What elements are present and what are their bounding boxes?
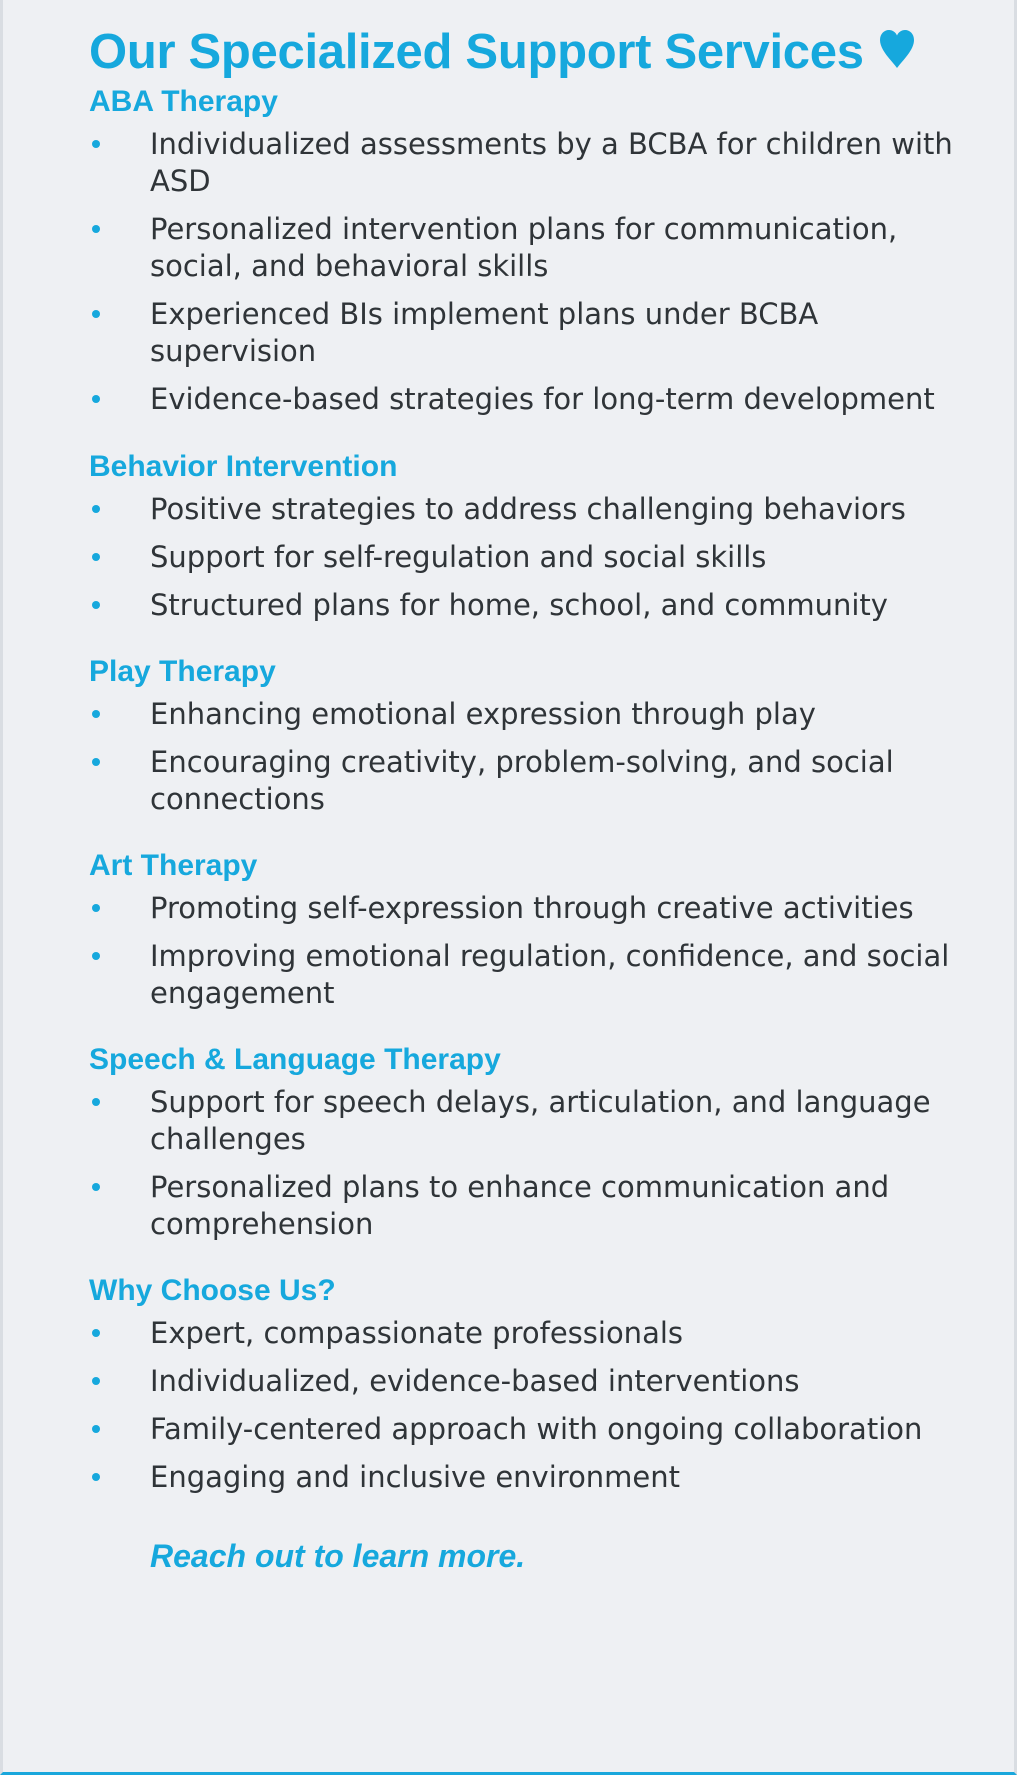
list-item: Engaging and inclusive environment — [89, 1459, 969, 1496]
list-item: Improving emotional regulation, confidence, and social engagement — [89, 938, 969, 1012]
section-aba-therapy — [89, 82, 969, 418]
list-item: Personalized intervention plans for communication, social, and behavioral skills — [89, 211, 969, 285]
section-play-therapy — [89, 652, 969, 818]
call-to-action: Reach out to learn more. — [150, 1538, 526, 1574]
bullet-list — [89, 1084, 969, 1243]
list-item: Personalized plans to enhance communication and comprehension — [89, 1169, 969, 1243]
section-heading: Art Therapy — [89, 849, 258, 882]
section-why-choose-us — [89, 1271, 969, 1496]
section-behavior-intervention — [89, 447, 969, 624]
list-item: Encouraging creativity, problem-solving, and social connections — [89, 744, 969, 818]
section-heading: Speech & Language Therapy — [89, 1043, 501, 1076]
section-heading: Behavior Intervention — [89, 450, 398, 483]
section-heading: Play Therapy — [89, 655, 276, 688]
list-item: Support for speech delays, articulation, and language challenges — [89, 1084, 969, 1158]
list-item: Promoting self-expression through creative activities — [89, 890, 969, 927]
list-item: Family-centered approach with ongoing collaboration — [89, 1411, 969, 1448]
bullet-list — [89, 890, 969, 1012]
bullet-list — [89, 696, 969, 818]
section-heading: ABA Therapy — [89, 85, 278, 118]
bullet-list — [89, 491, 969, 624]
list-item: Experienced BIs implement plans under BCBA supervision — [89, 296, 969, 370]
list-item: Expert, compassionate professionals — [89, 1315, 969, 1352]
list-item: Evidence-based strategies for long-term development — [89, 381, 969, 418]
section-art-therapy — [89, 846, 969, 1012]
bullet-list — [89, 1315, 969, 1496]
list-item: Enhancing emotional expression through play — [89, 696, 969, 733]
bullet-list — [89, 126, 969, 418]
heart-icon — [876, 28, 918, 70]
page-title-text: Our Specialized Support Services — [89, 25, 864, 79]
list-item: Individualized, evidence-based interventions — [89, 1363, 969, 1400]
page-title — [89, 22, 969, 82]
section-speech-language-therapy — [89, 1040, 969, 1243]
list-item: Support for self-regulation and social skills — [89, 539, 969, 576]
section-heading: Why Choose Us? — [89, 1274, 336, 1307]
content — [89, 22, 969, 1576]
list-item: Structured plans for home, school, and community — [89, 587, 969, 624]
list-item: Individualized assessments by a BCBA for children with ASD — [89, 126, 969, 200]
list-item: Positive strategies to address challenging behaviors — [89, 491, 969, 528]
